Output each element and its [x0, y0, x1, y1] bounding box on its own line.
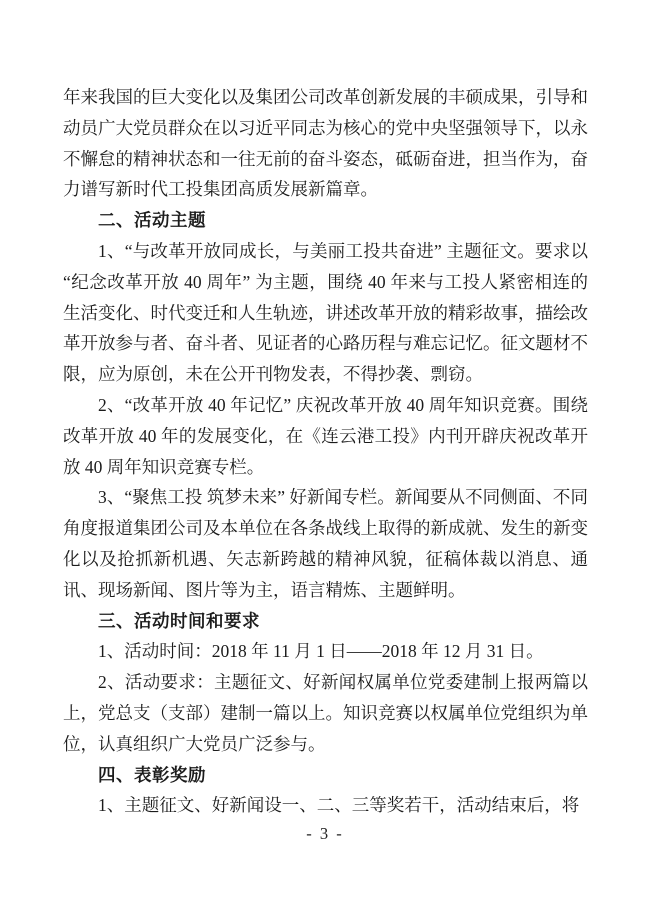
page-number: - 3 - — [306, 824, 344, 843]
body-paragraph-continuation: 年来我国的巨大变化以及集团公司改革创新发展的丰硕成果，引导和动员广大党员群众在以习近平同志为核心的党中央坚强领导下，以永不懈怠的精神状态和一往无前的奋斗姿态，砥砺奋进，担当作为，奋力谱写新时代工投集团高质发展新篇章。 — [63, 87, 588, 200]
section-heading-activity-theme: 二、活动主题 — [98, 210, 206, 231]
paragraph-activity-time: 1、活动时间：2018 年 11 月 1 日——2018 年 12 月 31 日。 — [98, 641, 544, 662]
paragraph-good-news-column: 3、“聚焦工投 筑梦未来” 好新闻专栏。新闻要从不同侧面、不同角度报道集团公司及本单位在各条战线上取得的新成就、发生的新变化以及抢抓新机遇、矢志新跨越的精神风貌，征稿体裁以消息、通讯、现场新闻、图片等为主，语言精炼、主题鲜明。 — [63, 487, 588, 600]
paragraph-awards: 1、主题征文、好新闻设一、二、三等奖若干，活动结束后，将 — [98, 795, 580, 816]
document-body — [63, 82, 588, 821]
section-heading-time-requirements: 三、活动时间和要求 — [98, 610, 260, 631]
paragraph-knowledge-contest: 2、“改革开放 40 年记忆” 庆祝改革开放 40 周年知识竞赛。围绕改革开放 40 年的发展变化，在《连云港工投》内刊开辟庆祝改革开放 40 周年知识竞赛专栏。 — [63, 394, 588, 477]
paragraph-activity-requirements: 2、活动要求：主题征文、好新闻权属单位党委建制上报两篇以上，党总支（支部）建制一篇以上。知识竞赛以权属单位党组织为单位，认真组织广大党员广泛参与。 — [63, 672, 588, 754]
paragraph-theme-essay: 1、“与改革开放同成长，与美丽工投共奋进” 主题征文。要求以“纪念改革开放 40 周年” 为主题，围绕 40 年来与工投人紧密相连的生活变化、时代变迁和人生轨迹，讲述改革开放的精彩故事，描绘改革开放参与者、奋斗者、见证者的心路历程与难忘记忆。征文题材不限，应为原创，未在公开刊物发表，不得抄袭、剽窃。 — [63, 240, 588, 385]
section-heading-awards: 四、表彰奖励 — [98, 764, 206, 785]
